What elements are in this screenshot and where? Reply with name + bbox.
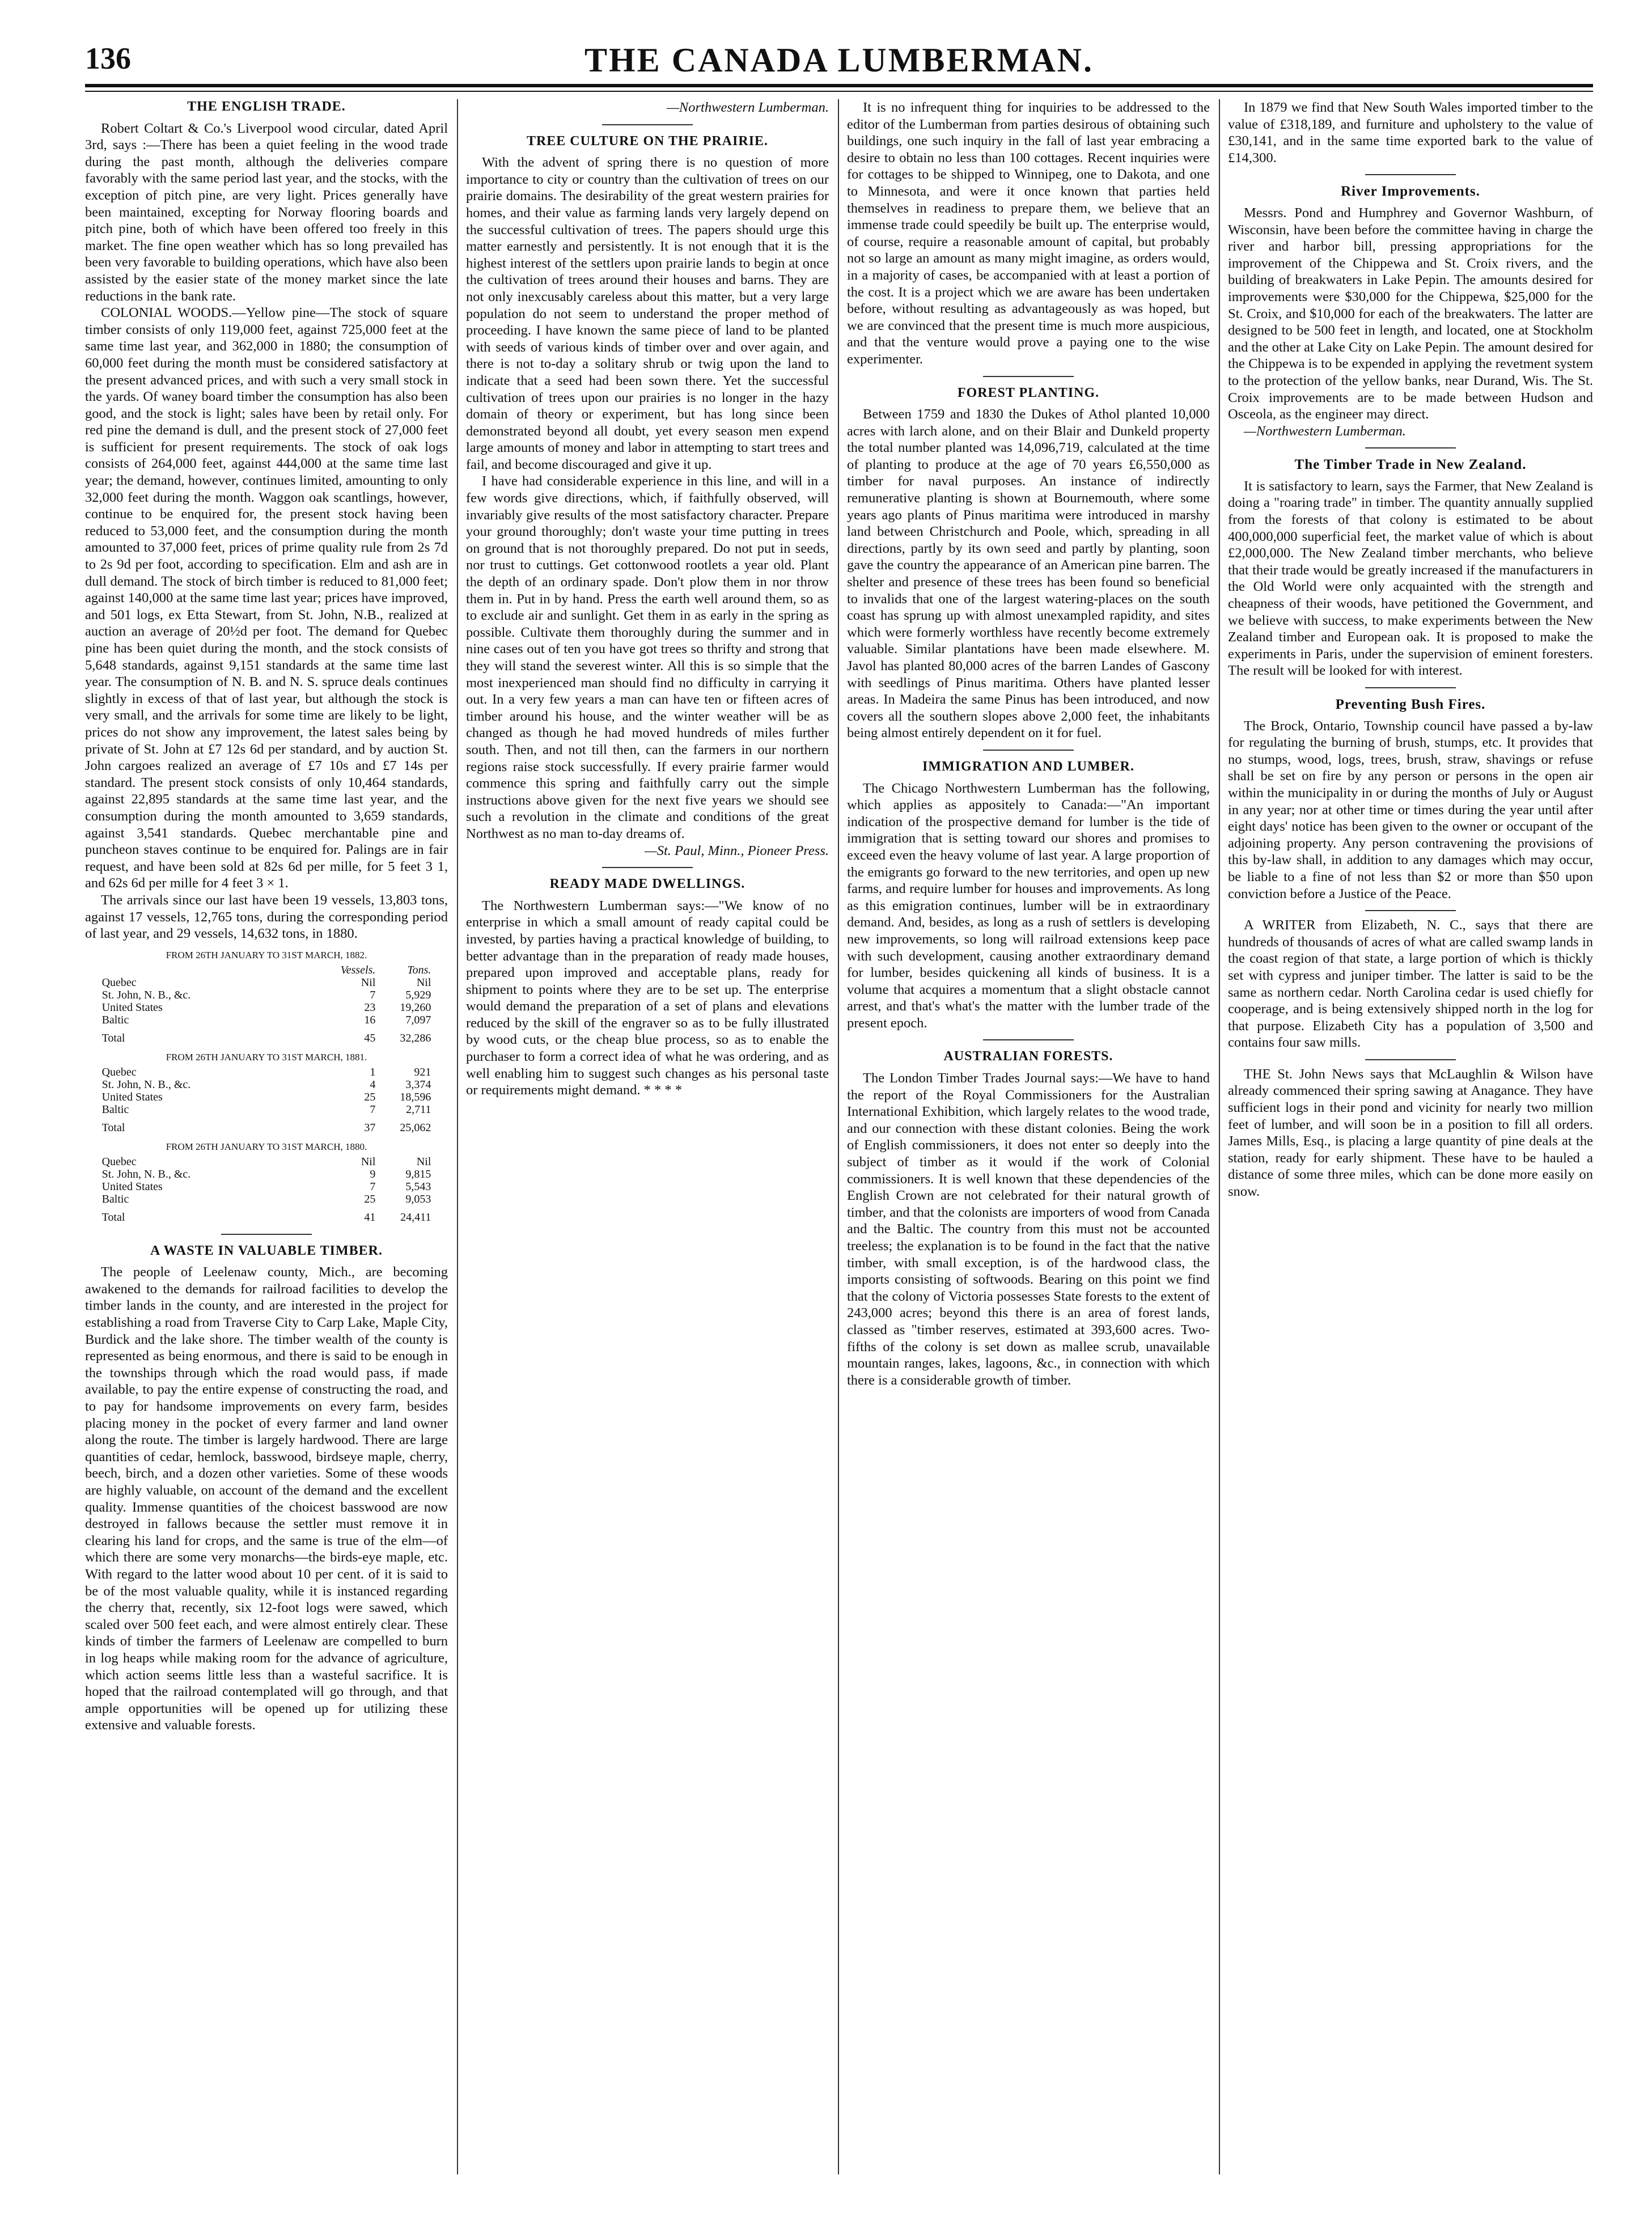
paragraph: The London Timber Trades Journal says:—We have to hand the report of the Royal Commissioners for the Australian International Exhibition, which largely relates to the wood trade, and our connection with these distant colonies. Being the work of English commissioners, it does not enter so deeply into the subject of timber as it would if the work of Colonial commissioners. It is well known that these dependencies of the English Crown are not celebrated for their natural growth of timber, and that the colonists are importers of wood from Canada and the Baltic. The country from this must not be accounted treeless; the explanation is to be found in the fact that the native timber, with small exception, is of the hardwood class, the imports consisting of softwoods. Bearing on this point we find that the colony of Victoria possesses State forests to the extent of 243,000 acres; beyond this there is an area of forest lands, classed as "timber reserves, estimated at 393,600 acres. Two-fifths of the colony is set down as mallee scrub, unavailable mountain ranges, lakes, lagoons, &c., in connection with which there is a considerable growth of timber. [847,1070,1210,1388]
paragraph: I have had considerable experience in this line, and will in a few words give directions, which, if faithfully observed, will invariably give results of the most satisfactory character. Prepare your ground thoroughly; don't waste your time putting in trees on ground that is not thoroughly prepared. Do not put in seeds, nor trust to cuttings. Get cottonwood rootlets a year old. Plant the depth of an ordinary spade. Don't plow them in nor throw them in. Put in by hand. Press the earth well around them, so as to exclude air and sunlight. Get them in as early in the spring as possible. Cultivate them thoroughly during the summer and in nine cases out of ten you have got trees so thrifty and strong that they will stand the severest winter. All this is so simple that the most inexperienced man should find no difficulty in carrying it out. In a very few years a man can have ten or fifteen acres of timber around his house, and the winter weather will be as changed as though he had moved hundreds of miles further south. Then, and not till then, can the farmers in our northern regions raise stock successfully. If every prairie farmer would commence this spring and faithfully carry out the simple instructions above given for the next five years we should see such a revolution in the climate and conditions of the great Northwest as no man to-day dreams of. [466,473,829,841]
article-separator [1365,1059,1456,1060]
article-heading: Preventing Bush Fires. [1335,697,1486,712]
column-4 [1228,99,1593,2197]
article-source: —St. Paul, Minn., Pioneer Press. [644,843,829,858]
article-heading: IMMIGRATION AND LUMBER. [922,759,1134,774]
paragraph: In 1879 we find that New South Wales imported timber to the value of £318,189, and furniture and upholstery to the value of £30,141, and in the same time exported bark to the value of £14,300. [1228,100,1593,166]
paragraph: The Northwestern Lumberman says:—"We know of no enterprise in which a small amount of ready capital could be invested, by parties having a practical knowledge of building, to better advantage than in the preparation of ready made houses, prepared upon improved and acceptable plans, ready for shipment to points where they are to be set up. The enterprise would demand the preparation of a set of plans and elevations reduced by the skill of the engraver so as to be fully illustrated by wood cuts, or the cheap blue process, so as to enable the purchaser to form a correct idea of what he was ordering, and as well enabling him to suggest such changes as his personal taste or requirements might demand. * * * * [466,898,829,1098]
article-heading: AUSTRALIAN FORESTS. [943,1049,1113,1064]
arrivals-table [100,945,434,1226]
article-waste-timber [85,1243,448,1734]
article-heading: READY MADE DWELLINGS. [549,877,745,892]
paragraph: The people of Leelenaw county, Mich., are becoming awakened to the demands for railroad facilities to develop the timber lands in the county, and are interested in the project for establishing a road from Traverse City to Carp Lake, Maple City, Burdick and the lake shore. The timber wealth of the county is represented as being enormous, and there is said to be enough in the townships through which the road would pass, if made available, to pay the entire expense of constructing the road, and to pay for handsome improvements on every farm, besides placing money in the pocket of every farmer and land owner along the route. The timber is largely hardwood. There are large quantities of cedar, hemlock, basswood, birdseye maple, cherry, beech, birch, and a dozen other varieties. Some of these woods are highly valuable, on account of the demand and the excellent quality. Immense quantities of the choicest basswood are now destroyed in fallows because the settler must remove it in clearing his land for crops, and the same is true of the elm—of which there are some very monarchs—the birds-eye maple, etc. With regard to the latter wood about 10 per cent. of it is said to be of the most valuable quality, while it is instanced regarding the cherry that, recently, six 12-foot logs were sawed, which scaled over 500 feet each, and were almost entirely clear. These kinds of timber the farmers of Leelenaw are compelled to burn in log heaps while making room for the advance of agriculture, which action seems little less than a wasteful sacrifice. It is hoped that the railroad contemplated will go through, and that ample opportunities will be opened up for utilizing these extensive and valuable forests. [85,1264,448,1733]
article-separator [983,750,1074,751]
article-st-john-news [1228,1066,1593,1200]
article-heading: River Improvements. [1341,184,1480,200]
page-number: 136 [85,41,131,75]
paragraph: The Brock, Ontario, Township council have passed a by-law for regulating the burning of brush, stumps, etc. It provides that no stumps, wood, logs, trees, brush, straw, shavings or refuse shall be set on fire by any person or persons in the open air within the municipality in or during the months of July or August in any year; nor at other time or times during the year until after eight days' notice has been given to the owner or occupant of the adjoining property. Any person contravening the provisions of this by-law shall, in addition to any damages which may occur, be liable to a fine of not less than $2 or more than $50 upon conviction before a Justice of the Peace. [1228,718,1593,902]
article-river-improvements [1228,183,1593,439]
article-separator [602,124,693,125]
column-rule [838,99,839,2174]
table-row: St. John, N. B., &c. 4 3,374 [101,1078,431,1091]
table-row: Baltic 16 7,097 [101,1013,431,1026]
article-separator [221,1234,312,1235]
article-immigration [847,759,1210,1032]
article-separator [1365,687,1456,688]
paragraph: With the advent of spring there is no question of more importance to city or country than the cultivation of trees on our prairie domains. The desirability of the great western prairies for homes, and their value as farming lands very largely depend on the successful cultivation of trees. The papers should urge this matter earnestly and persistently. It is not enough that it is the highest interest of the settlers upon prairie lands to begin at once the cultivation of trees around their houses and barns. They are not only inexcusably careless about this matter, but a very large population do not seem to understand the proper method of proceeding. I have known the same piece of land to be planted with seeds of various kinds of timber over and over again, and there is not to-day a solitary shrub or twig upon the land to indicate that a seed had been sown there. Yet the successful cultivation of trees upon our prairies is no longer in the hazy domain of theory or experiment, but has long since been demonstrated beyond all doubt, yet every season men expend large amounts of money and labor in attempting to start trees and fail, and become discouraged and give it up. [466,155,829,472]
article-separator [983,376,1074,377]
paragraph: The Chicago Northwestern Lumberman has the following, which applies as appositely to Canada:—"An important indication of the prospective demand for lumber is the tide of immigration that is setting toward our shores and promises to exceed even the heavy volume of last year. A large proportion of the emigrants go forward to the new territories, and open up new farms, and require lumber for houses and improvements. As long as this emigration continues, lumber will be in extraordinary demand. And, besides, as long as a rush of settlers is developing new improvements, so long will railroad extensions keep pace with such development, causing another extraordinary demand for lumber, besides quickening all kinds of business. It is a volume that acquires a momentum that a slight obstacle cannot arrest, and that's what's the matter with the lumber trade of the present epoch. [847,780,1210,1031]
article-separator [602,867,693,868]
column-rule [1219,99,1220,2174]
column-2 [466,99,829,2197]
column-1 [85,91,448,2189]
article-source: —Northwestern Lumberman. [667,100,829,115]
paragraph: Between 1759 and 1830 the Dukes of Athol planted 10,000 acres with larch alone, and on their Blair and Dunkeld property the total number planted was 14,096,719, calculated at the time of planting to produce at the age of 70 years £6,550,000 as timber for naval purposes. An instance of indirectly remunerative planting is shown at Bournemouth, where some years ago plants of Pinus maritima were introduced in marshy land between Christchurch and Poole, which, spreading in all directions, partly by its own seed and partly by planting, soon gave the country the appearance of an American pine barren. The shelter and presence of these trees has been found so beneficial to invalids that one of the largest watering-places on the south coast has sprung up with almost unexampled rapidity, and sites which were formerly worthless have recently become extremely valuable. Similar plantations have been made elsewhere. M. Javol has planted 80,000 acres of the barren Landes of Gascony with seedlings of Pinus maritima. Others have planted lesser areas. In Madeira the same Pinus has been introduced, and now covers all the southern slopes above 2,000 feet, the inhabitants being almost entirely dependent on it for fuel. [847,407,1210,741]
table-row: Quebec 1 921 [101,1065,431,1078]
article-heading: THE ENGLISH TRADE. [187,99,346,114]
article-english-trade [85,99,448,1226]
article-separator [1365,447,1456,448]
table-row: United States 25 18,596 [101,1090,431,1103]
table-period-header: FROM 26TH JANUARY TO 31ST MARCH, 1881. [166,1051,367,1063]
article-heading: TREE CULTURE ON THE PRAIRIE. [526,133,769,149]
table-row: Baltic 7 2,711 [101,1103,431,1116]
article-separator [1365,910,1456,911]
article-source: —Northwestern Lumberman. [1244,423,1406,439]
paragraph: The arrivals since our last have been 19 vessels, 13,803 tons, against 17 vessels, 12,765 tons, during the corresponding period of last year, and 29 vessels, 14,632 tons, in 1880. [85,892,448,942]
article-forest-planting [847,385,1210,742]
article-tree-culture [466,133,829,860]
table-row: Baltic 25 9,053 [101,1192,431,1205]
table-period-header: FROM 26TH JANUARY TO 31ST MARCH, 1882. [166,949,367,960]
paragraph: It is satisfactory to learn, says the Farmer, that New Zealand is doing a "roaring trade" in timber. The quantity annually supplied from the forests of that colony is estimated to be about 400,000,000 superficial feet, the market value of which is about £2,000,000. The New Zealand timber merchants, who believe that their trade would be greatly increased if the manufacturers in the Old World were only acquainted with the strength and cheapness of their woods, have petitioned the Government, and we believe with success, to make experiments between the New Zealand timber and European oak. It is proposed to make the experiments in Paris, under the supervision of eminent foresters. The result will be looked for with interest. [1228,478,1593,679]
table-row: United States 7 5,543 [101,1180,431,1193]
article-heading: A WASTE IN VALUABLE TIMBER. [150,1243,383,1258]
table-total-row: Total 45 32,286 [101,1031,431,1044]
masthead-rule-thick [85,84,1593,87]
table-row: Quebec Nil Nil [101,1155,431,1168]
newspaper-title: THE CANADA LUMBERMAN. [584,41,1094,79]
table-row: St. John, N. B., &c. 7 5,929 [101,988,431,1001]
article-heading: FOREST PLANTING. [957,385,1100,400]
table-row: United States 23 19,260 [101,1001,431,1014]
article-bush-fires [1228,696,1593,902]
article-separator [983,1039,1074,1040]
paragraph: It is no infrequent thing for inquiries to be addressed to the editor of the Lumberman from parties desirous of obtaining such buildings, one such inquiry in the fall of last year embracing a desire to obtain no less than 100 cottages. Recent inquiries were for cottages to be shipped to Winnipeg, one to Dakota, and one to Minnesota, and were it once known that parties held themselves in readiness to prepare them, we believe that an immense trade could speedily be built up. The enterprise would, of course, require a reasonable amount of capital, but probably not so large an amount as many might imagine, as orders would, in a majority of cases, be accompanied with at least a portion of the cost. It is a project which we are aware has been undertaken before, without resulting as advantageously as was hoped, but we are convinced that the present time is much more auspicious, and that the venture would prove a paying one to the wise experimenter. [847,100,1210,367]
table-row: Quebec Nil Nil [101,976,431,989]
article-heading: The Timber Trade in New Zealand. [1294,457,1527,473]
table-row: St. John, N. B., &c. 9 9,815 [101,1167,431,1180]
col-header-tons: Tons. [407,963,431,976]
article-separator [1365,174,1456,175]
table-total-row: Total 37 25,062 [101,1121,431,1134]
masthead [85,41,1593,79]
article-elizabeth-nc [1228,917,1593,1051]
article-australian-forests [847,1048,1210,1389]
table-total-row: Total 41 24,411 [101,1211,431,1224]
col-header-vessels: Vessels. [340,963,376,976]
paragraph: COLONIAL WOODS.—Yellow pine—The stock of square timber consists of only 119,000 feet, against 725,000 feet at the same time last year, and 362,000 in 1880; the consumption of 60,000 feet during the month must be considered satisfactory at the present advanced prices, and with such a very small stock in the yards. Of waney board timber the consumption has also been good, and the stock is light; sales have been by retail only. For red pine the demand is dull, and the present stock of 27,000 feet is sufficient for present requirements. The stock of oak logs consists of 264,000 feet, against 444,000 at the same time last year; the demand, however, continues limited, amounting to only 32,000 feet during the month. Waggon oak scantlings, however, continue to be enquired for, the present stock having been reduced to 53,000 feet, and the consumption during the month amounted to 37,000 feet, prices of prime quality rule from 2s 7d to 2s 9d per foot, according to specification. Elm and ash are in dull demand. The stock of birch timber is reduced to 81,000 feet; against 140,000 at the same time last year; prices have improved, and 501 logs, ex Etta Stewart, from St. John, N.B., realized at auction an average of 20½d per foot. The demand for Quebec pine has been quiet during the month, and the stock consists of 5,648 standards, against 9,151 standards at the same time last year. The consumption of N. B. and N. S. spruce deals continues slightly in excess of that of last year, but although the stock is very small, and the arrivals for some time are likely to be light, prices do not show any improvement, the latest sales being by private of St. John at £7 12s 6d per standard, and by auction St. John cargoes realized an average of £7 10s and £7 14s per standard. The present stock consists of only 10,464 standards, against 22,895 standards at the same time last year, and the consumption during the month amounted to 3,659 standards, against 3,541 standards. Quebec merchantable pine and puncheon staves continue to be enquired for. Palings are in fair request, and have been sold at 82s 6d per mille, for 5 feet 3 1, and 62s 6d per mille for 4 feet 3 × 1. [85,305,448,891]
table-period-header: FROM 26TH JANUARY TO 31ST MARCH, 1880. [166,1141,367,1152]
column-rule [457,99,458,2174]
article-ready-made-dwellings [466,876,829,1099]
paragraph: A WRITER from Elizabeth, N. C., says that there are hundreds of thousands of acres of what are called swamp lands in the coast region of that state, a large portion of which is thickly set with cypress and juniper timber. The latter is said to be the same as northern cedar. North Carolina cedar is used chiefly for cooperage, and is being extensively shipped north in the log for that purpose. Elizabeth City has a population of 3,500 and contains four saw mills. [1228,917,1593,1051]
paragraph: Messrs. Pond and Humphrey and Governor Washburn, of Wisconsin, have been before the committee having in charge the river and harbor bill, pressing appropriations for the improvement of the Chippewa and St. Croix rivers, and the building of breakwaters in Lake Pepin. The amounts desired for improvements were $30,000 for the Chippewa, $25,000 for the St. Croix, and $10,000 for each of the breakwaters. The latter are designed to be 500 feet in length, and located, one at Stockholm and the other at Lake City on Lake Pepin. The amount desired for the Chippewa is to be expended in applying the revetment system to the protection of the yellow banks, near Durand, Wis. The St. Croix improvements are to be made between Hudson and Osceola, as the engineer may direct. [1228,205,1593,422]
paragraph: Robert Coltart & Co.'s Liverpool wood circular, dated April 3rd, says :—There has been a quiet feeling in the wood trade during the past month, although the deliveries compare favorably with the same period last year, and the stocks, with the exception of pitch pine, are very light. Prices generally have been maintained, excepting for Norway flooring boards and pitch pine, both of which have been offered too freely in this market. The fine open weather which has so long prevailed has been very favorable to building operations, which have also been assisted by the easier state of the money market since the late reductions in the bank rate. [85,120,448,304]
paragraph: THE St. John News says that McLaughlin & Wilson have already commenced their spring sawing at Anagance. They have sufficient logs in their pond and vicinity for nearly two million feet of lumber, and will soon be in a position to fill all orders. James Mills, Esq., is placing a large quantity of pine deals at the station, ready for early shipment. These have to be hauled a distance of some three miles, which can be done more easily on snow. [1228,1066,1593,1200]
column-3 [847,99,1210,2197]
article-new-zealand [1228,456,1593,679]
